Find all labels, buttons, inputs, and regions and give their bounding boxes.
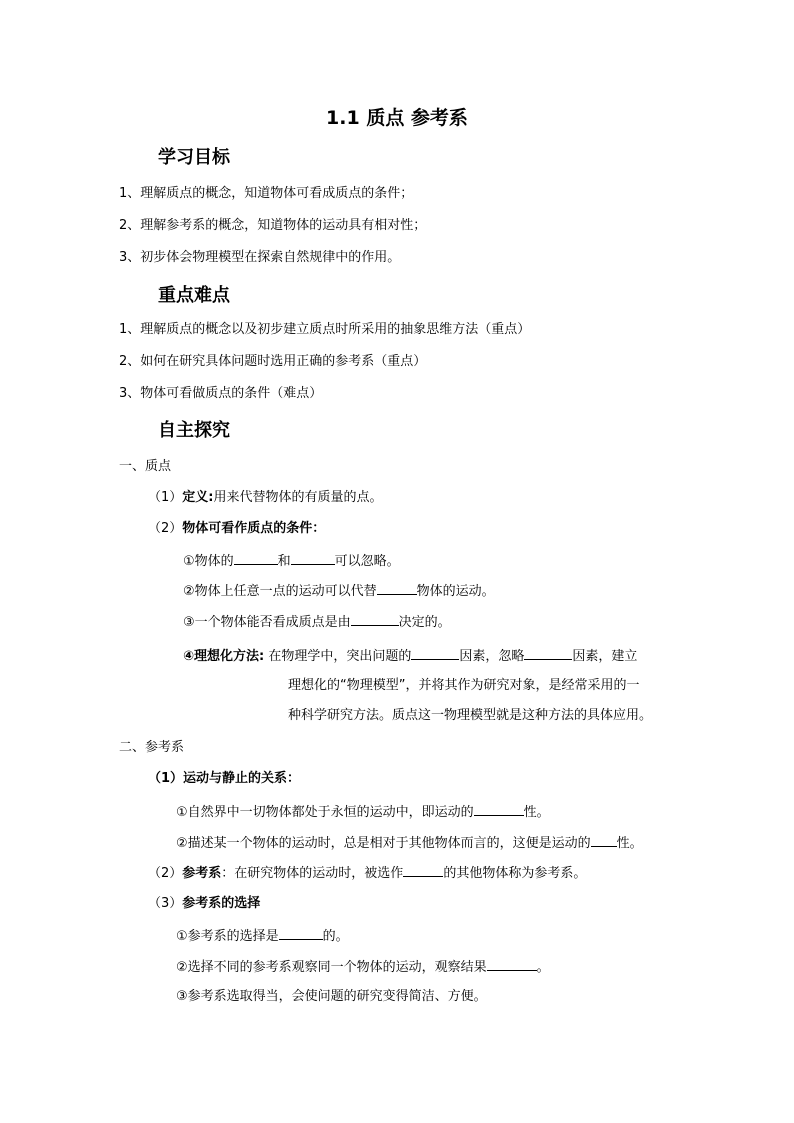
selection-item-2 [176,956,550,978]
r2-text-a: ②描述某一个物体的运动时，总是相对于其他物体而言的，这便是运动的 [176,836,591,851]
s1-text-a: ①参考系的选择是 [176,929,279,944]
c4-line-3: 种科学研究方法。质点这一物理模型就是这种方法的具体应用。 [288,708,653,723]
definition-line [148,488,383,508]
condition-label: 物体可看作质点的条件： [182,521,326,536]
condition-item-4 [183,645,637,667]
r1-text-a: ①自然界中一切物体都处于永恒的运动中，即运动的 [176,805,474,820]
c2-text-b: 物体的运动。 [416,584,495,599]
blank-field[interactable] [591,832,617,847]
c4-text-c: 因素，建立 [572,649,638,664]
c1-text-c: 可以忽略。 [334,554,400,569]
blank-field[interactable] [279,925,323,940]
relation-item-1 [176,801,550,823]
ref-number: （2） [148,866,183,881]
c4-text-b: 因素，忽略 [459,649,525,664]
c1-text-b: 和 [277,554,291,569]
reference-frame-line [148,862,586,884]
blank-field[interactable] [524,645,572,660]
s1-text-b: 的。 [322,929,349,944]
blank-field[interactable] [487,956,537,971]
c4-text-a: 在物理学中，突出问题的 [264,649,412,664]
heading-learning-goals: 学习目标 [158,147,230,168]
ref-label: 参考系 [182,866,222,881]
ref-text-a: ：在研究物体的运动时，被选作 [221,866,404,881]
goal-item-2: 2、理解参考系的概念，知道物体的运动具有相对性； [119,218,427,233]
r1-text-b: 性。 [523,805,550,820]
heading-self-study: 自主探究 [158,420,230,441]
relation-heading: （1）运动与静止的关系： [148,771,301,786]
blank-field[interactable] [411,645,459,660]
condition-heading-line [148,519,325,539]
blank-field[interactable] [234,550,278,565]
goal-item-3: 3、初步体会物理模型在探索自然规律中的作用。 [119,250,401,265]
c2-text-a: ②物体上任意一点的运动可以代替 [183,584,377,599]
sel-label: 参考系的选择 [182,896,261,911]
key-item-2: 2、如何在研究具体问题时选用正确的参考系（重点） [119,354,427,369]
s2-text-a: ②选择不同的参考系观察同一个物体的运动，观察结果 [176,960,487,975]
part1-title: 一、质点 [119,459,172,474]
c4-line-2: 理想化的“物理模型”，并将其作为研究对象，是经常采用的一 [288,678,640,693]
blank-field[interactable] [291,550,335,565]
selection-item-3: ③参考系选取得当，会使问题的研究变得简洁、方便。 [176,989,487,1004]
definition-number: （1） [148,490,183,505]
blank-field[interactable] [403,862,443,877]
r2-text-b: 性。 [616,836,643,851]
condition-number: （2） [148,521,183,536]
definition-label: 定义: [182,490,214,505]
blank-field[interactable] [377,580,417,595]
page-title: 1.1 质点 参考系 [326,107,468,129]
c1-text-a: ①物体的 [183,554,234,569]
heading-key-points: 重点难点 [158,285,230,306]
blank-field[interactable] [474,801,524,816]
goal-item-1: 1、理解质点的概念，知道物体可看成质点的条件； [119,186,414,201]
condition-item-3 [183,611,451,633]
part2-title: 二、参考系 [119,740,185,755]
c4-label: ④理想化方法: [183,649,265,664]
s2-text-b: 。 [536,960,550,975]
condition-item-1 [183,550,400,572]
sel-number: （3） [148,896,183,911]
blank-field[interactable] [351,611,399,626]
c3-text-a: ③一个物体能否看成质点是由 [183,615,351,630]
key-item-3: 3、物体可看做质点的条件（难点） [119,386,323,401]
selection-heading-line [148,894,260,914]
key-item-1: 1、理解质点的概念以及初步建立质点时所采用的抽象思维方法（重点） [119,322,531,337]
definition-text: 用来代替物体的有质量的点。 [213,490,383,505]
ref-text-b: 的其他物体称为参考系。 [443,866,587,881]
c3-text-b: 决定的。 [398,615,451,630]
selection-item-1 [176,925,349,947]
condition-item-2 [183,580,495,602]
relation-item-2 [176,832,643,854]
